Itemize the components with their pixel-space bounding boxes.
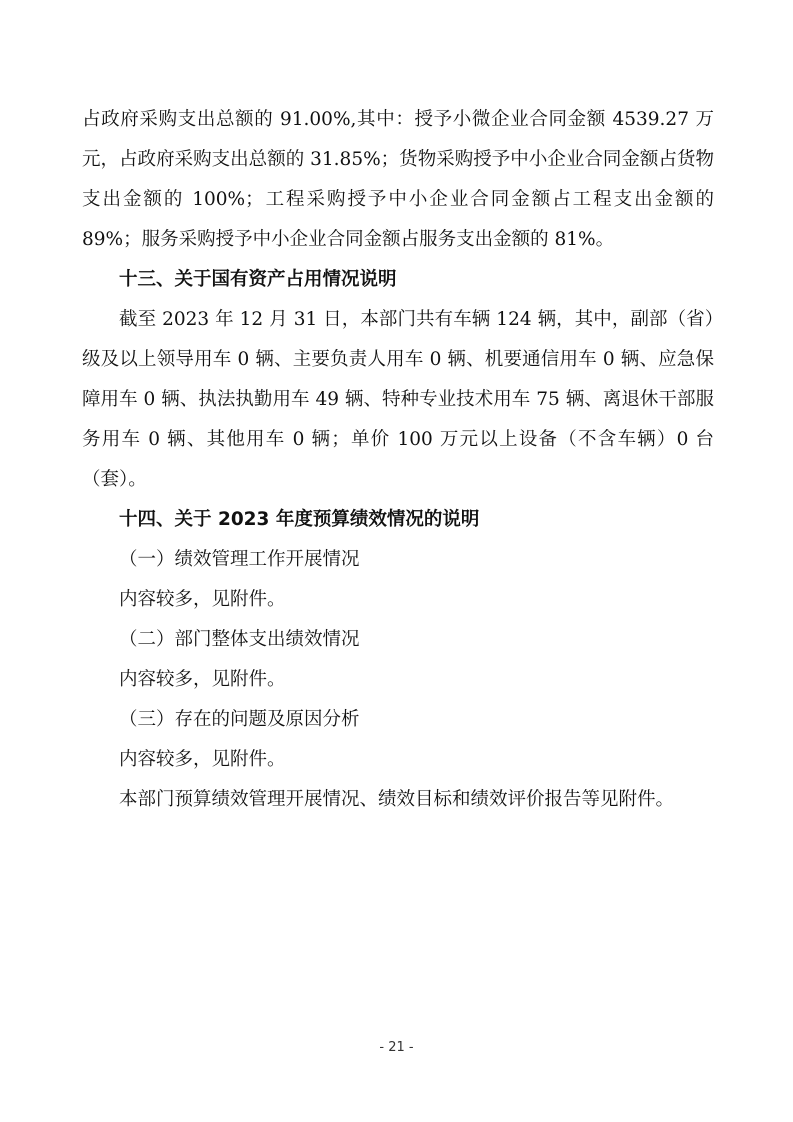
subsection-1-title: （一）绩效管理工作开展情况 (119, 549, 360, 570)
page-number: - 21 - (379, 1040, 414, 1055)
subsection-2-title: （二）部门整体支出绩效情况 (119, 629, 360, 650)
document-page (82, 100, 714, 820)
section-14-heading: 十四、关于 2023 年度预算绩效情况的说明 (119, 509, 480, 530)
closing-paragraph: 本部门预算绩效管理开展情况、绩效目标和绩效评价报告等见附件。 (119, 789, 675, 810)
paragraph-procurement-continued: 占政府采购支出总额的 91.00%,其中：授予小微企业合同金额 4539.27 万元，占政府采购支出总额的 31.85%；货物采购授予中小企业合同金额占货物支出金额的 100%；工程采购授予中小企业合同金额占工程支出金额的 89%；服务采购授予中小企业合同金额占服务支出金额的 81%。 (82, 109, 714, 250)
subsection-3-title: （三）存在的问题及原因分析 (119, 709, 360, 730)
subsection-2-body: 内容较多，见附件。 (119, 669, 286, 690)
subsection-3-body: 内容较多，见附件。 (119, 749, 286, 770)
section-13-body: 截至 2023 年 12 月 31 日，本部门共有车辆 124 辆，其中，副部（省）级及以上领导用车 0 辆、主要负责人用车 0 辆、机要通信用车 0 辆、应急保障用车 0 辆、执法执勤用车 49 辆、特种专业技术用车 75 辆、离退休干部服务用车 0 辆、其他用车 0 辆；单价 100 万元以上设备（不含车辆）0 台（套）。 (82, 309, 714, 490)
section-13-heading: 十三、关于国有资产占用情况说明 (119, 269, 397, 290)
subsection-1-body: 内容较多，见附件。 (119, 589, 286, 610)
